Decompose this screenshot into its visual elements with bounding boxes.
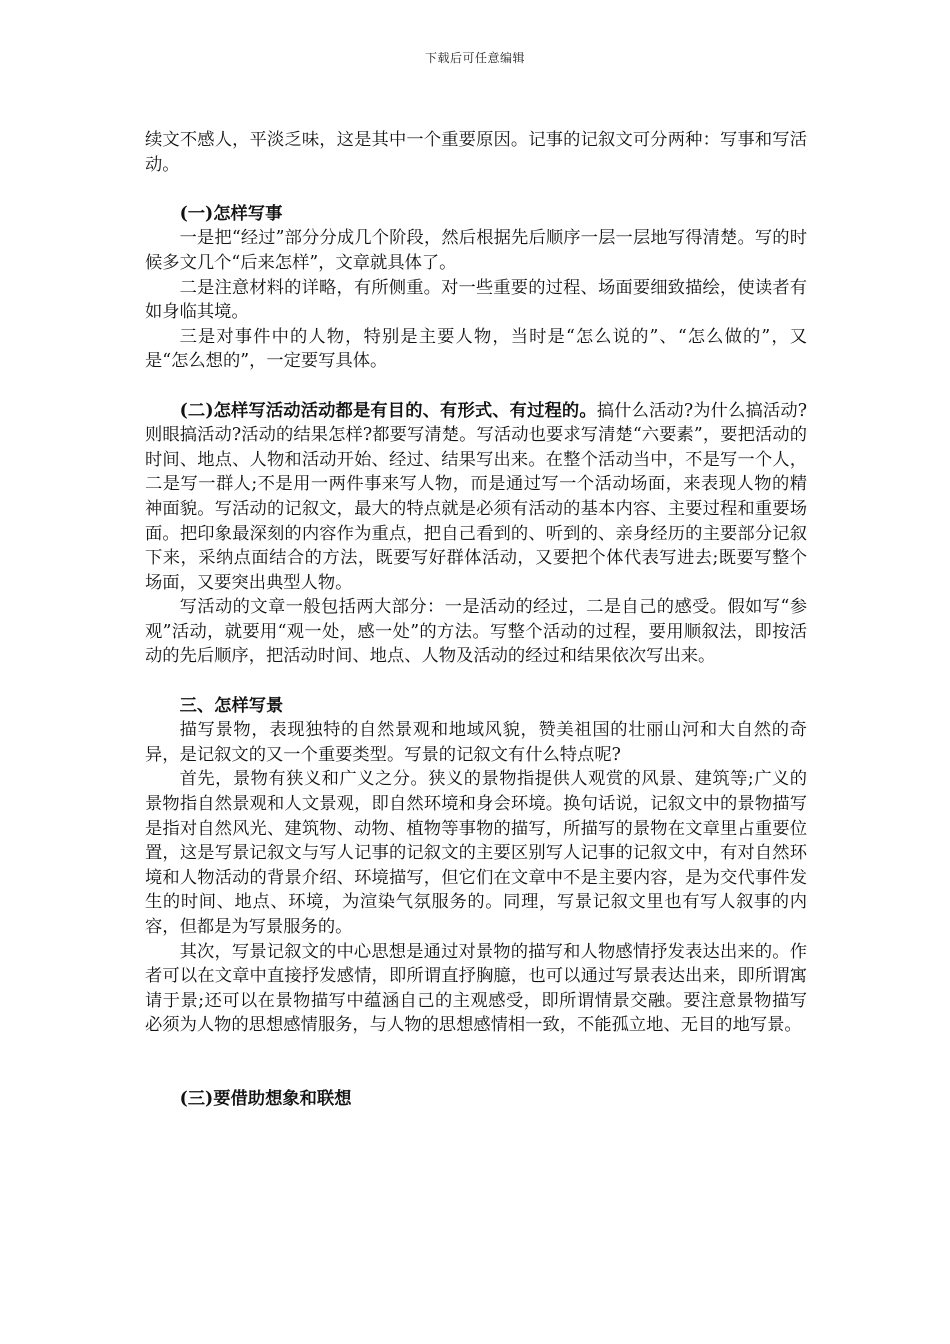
paragraph: 其次，写景记叙文的中心思想是通过对景物的描写和人物感情抒发表达出来的。作者可以在文章中直接抒发感情，即所谓直抒胸臆，也可以通过写景表达出来，即所谓寓请于景;还可以在景物描写中蕴涵自己的主观感受，即所谓情景交融。要注意景物描写必须为人物的思想感情服务，与人物的思想感情相一致，不能孤立地、无目的地写景。 bbox=[145, 941, 807, 1036]
paragraph: 三是对事件中的人物，特别是主要人物，当时是“怎么说的”、“怎么做的”，又是“怎么想的”，一定要写具体。 bbox=[145, 326, 807, 372]
spacer bbox=[145, 374, 807, 399]
paragraph: 二是注意材料的详略，有所侧重。对一些重要的过程、场面要细致描绘，使读者有如身临其境。 bbox=[145, 277, 807, 323]
section-heading-write-scenery: 三、怎样写景 bbox=[179, 695, 284, 716]
paragraph: 一是把“经过”部分分成几个阶段，然后根据先后顺序一层一层地写得清楚。写的时候多文几个“后来怎样”，文章就具体了。 bbox=[145, 228, 807, 273]
section-write-activities-paragraph bbox=[145, 399, 807, 596]
paragraph: 描写景物，表现独特的自然景观和地域风貌，赞美祖国的壮丽山河和大自然的奇异，是记叙文的又一个重要类型。写景的记叙文有什么特点呢? bbox=[145, 720, 807, 765]
section-heading-write-activities: (二)怎样写活动活动都是有目的、有形式、有过程的。 bbox=[179, 400, 597, 421]
page-header: 下载后可任意编辑 bbox=[424, 51, 525, 65]
paragraph-text: 搞什么活动?为什么搞活动?则眼搞活动?活动的结果怎样?都要写清楚。写活动也要求写清楚“六要素”，要把活动的时间、地点、人物和活动开始、经过、结果写出来。在整个活动当中，不是写一个人，二是写一群人;不是用一两件事来写人物，而是通过写一个活动场面，来表现人物的精神面貌。写活动的记叙文，最大的特点就是必须有活动的基本内容、主要过程和重要场面。把印象最深刻的内容作为重点，把自己看到的、听到的、亲身经历的主要部分记叙下来，采纳点面结合的方法，既要写好群体活动，又要把个体代表写进去;既要写整个场面，又要突出典型人物。 bbox=[145, 400, 807, 593]
spacer bbox=[145, 1038, 807, 1087]
intro-paragraph: 续文不感人，平淡乏味，这是其中一个重要原因。记事的记叙文可分两种：写事和写活动。 bbox=[145, 130, 807, 175]
section-heading-imagination: (三)要借助想象和联想 bbox=[179, 1088, 352, 1109]
paragraph: 首先，景物有狭义和广义之分。狭义的景物指提供人观赏的风景、建筑等;广义的景物指自然景观和人文景观，即自然环境和身会环境。换句话说，记叙文中的景物描写是指对自然风光、建筑物、动物、植物等事物的描写，所描写的景物在文章里占重要位置，这是写景记叙文与写人记事的记叙文的主要区别写人记事的记叙文中，有对自然环境和人物活动的背景介绍、环境描写，但它们在文章中不是主要内容，是为交代事件发生的时间、地点、环境，为渲染气氛服务的。同理，写景记叙文里也有写人叙事的内容，但都是为写景服务的。 bbox=[145, 769, 807, 937]
spacer bbox=[145, 177, 807, 202]
spacer bbox=[145, 669, 807, 694]
section-heading-write-events: (一)怎样写事 bbox=[179, 203, 283, 224]
document-body bbox=[145, 128, 807, 1112]
paragraph: 写活动的文章一般包括两大部分：一是活动的经过，二是自己的感受。假如写“参观”活动，就要用“观一处，感一处”的方法。写整个活动的过程，要用顺叙法，即按活动的先后顺序，把活动时间、地点、人物及活动的经过和结果依次写出来。 bbox=[145, 597, 807, 667]
